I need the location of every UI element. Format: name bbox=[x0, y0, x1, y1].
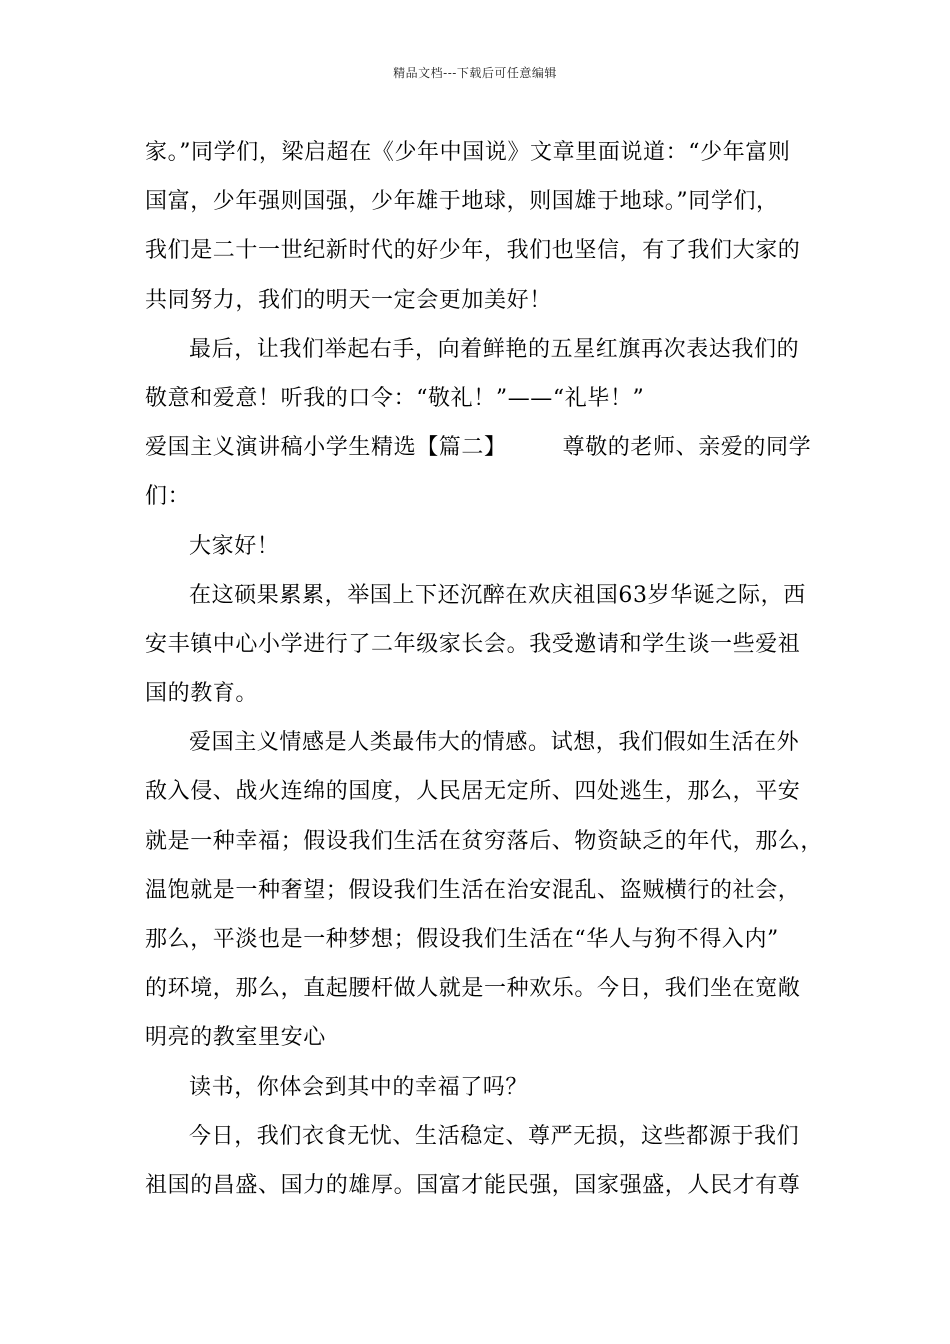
text-line: 家。”同学们，梁启超在《少年中国说》文章里面说道：“少年富则 bbox=[145, 140, 791, 165]
page-header: 精品文档---下载后可任意编辑 bbox=[393, 66, 557, 80]
text-line: 国的教育。 bbox=[145, 681, 259, 707]
text-line: 今日，我们衣食无忧、生活稳定、尊严无损，这些都源于我们 bbox=[189, 1123, 800, 1149]
text-line: 在这硕果累累，举国上下还沉醉在欢庆祖国63岁华诞之际，西 bbox=[189, 582, 806, 608]
text-line: 我们是二十一世纪新时代的好少年，我们也坚信，有了我们大家的 bbox=[145, 238, 801, 264]
text-line: 那么，平淡也是一种梦想；假设我们生活在“华人与狗不得入内” bbox=[145, 927, 779, 952]
document-body bbox=[145, 128, 825, 1210]
text-line: 国富，少年强则国强，少年雄于地球，则国雄于地球。”同学们， bbox=[145, 189, 779, 215]
text-line: 敬意和爱意！听我的口令：“敬礼！”——“礼毕！” bbox=[145, 385, 645, 411]
text-line: 的环境，那么，直起腰杆做人就是一种欢乐。今日，我们坐在宽敞 bbox=[145, 976, 801, 1002]
text-line: 爱国主义情感是人类最伟大的情感。试想，我们假如生活在外 bbox=[189, 730, 800, 756]
text-line: 读书，你体会到其中的幸福了吗？ bbox=[189, 1074, 529, 1100]
text-line: 明亮的教室里安心 bbox=[145, 1025, 326, 1051]
text-line: 安丰镇中心小学进行了二年级家长会。我受邀请和学生谈一些爱祖 bbox=[145, 631, 801, 657]
salutation: 尊敬的老师、亲爱的同学 bbox=[562, 435, 812, 461]
text-line: 温饱就是一种奢望；假设我们生活在治安混乱、盗贼横行的社会， bbox=[145, 877, 801, 903]
section-title-line bbox=[145, 423, 825, 472]
text-line: 们： bbox=[145, 484, 191, 510]
text-line: 敌入侵、战火连绵的国度，人民居无定所、四处逃生，那么，平安 bbox=[145, 779, 801, 805]
text-line: 最后，让我们举起右手，向着鲜艳的五星红旗再次表达我们的 bbox=[189, 336, 800, 362]
text-line: 就是一种幸福；假设我们生活在贫穷落后、物资缺乏的年代，那么， bbox=[145, 828, 824, 854]
text-line: 祖国的昌盛、国力的雄厚。国富才能民强，国家强盛，人民才有尊 bbox=[145, 1172, 801, 1198]
section-title: 爱国主义演讲稿小学生精选【篇二】 bbox=[145, 435, 507, 461]
text-line: 共同努力，我们的明天一定会更加美好！ bbox=[145, 287, 552, 313]
greeting: 大家好！ bbox=[189, 533, 280, 559]
